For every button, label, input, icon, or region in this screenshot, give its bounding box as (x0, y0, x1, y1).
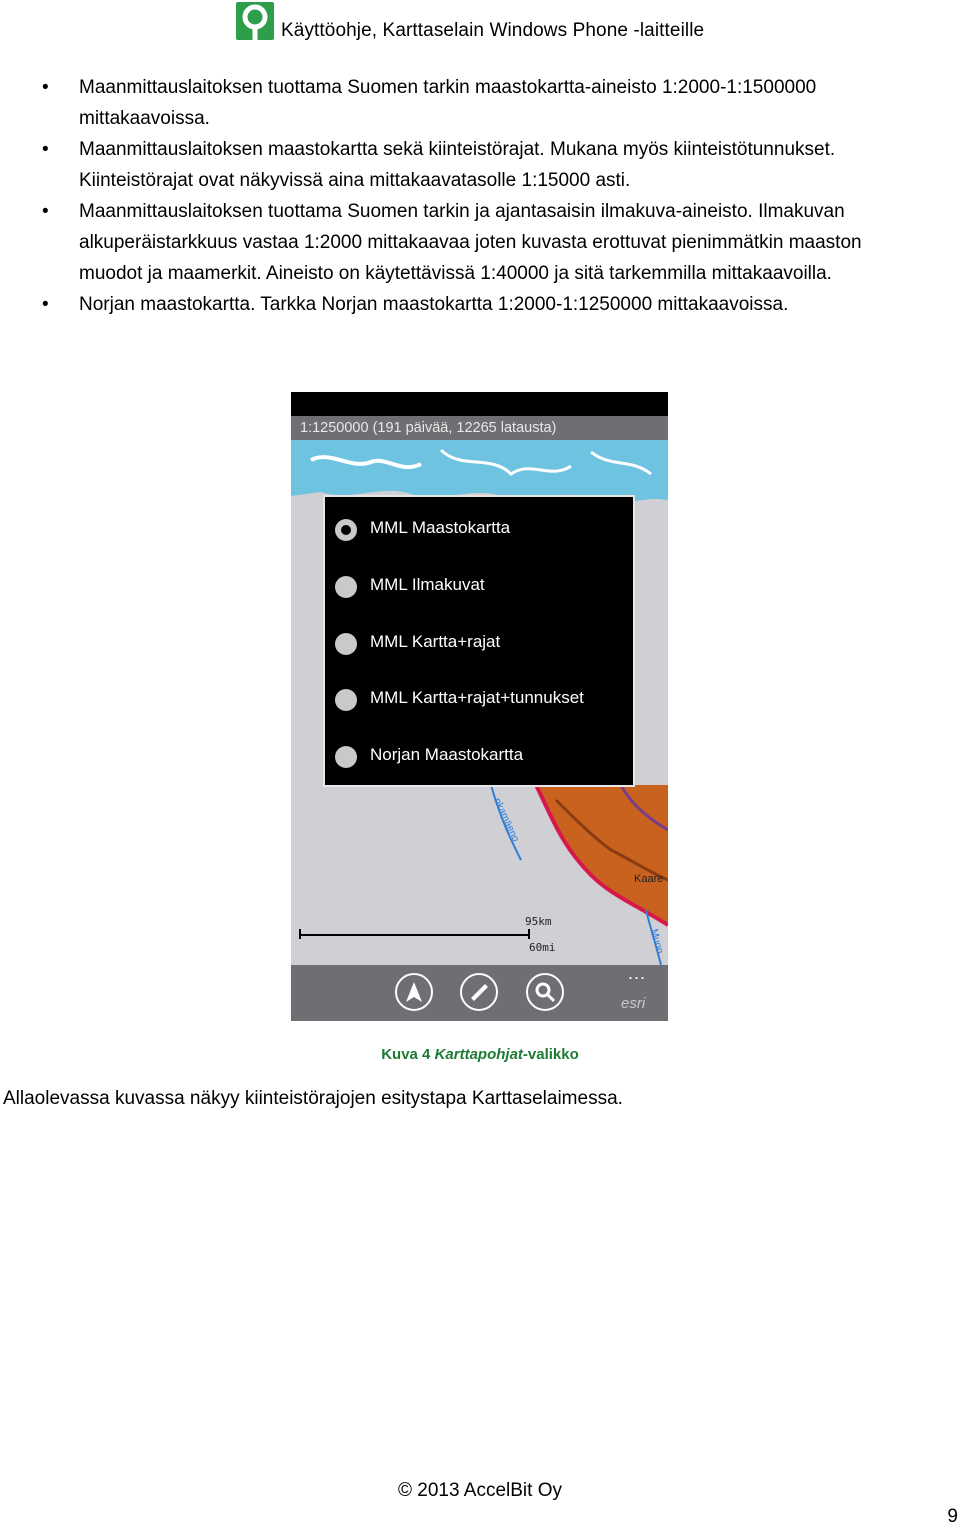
basemap-option[interactable] (333, 568, 623, 608)
caption-italic: Karttapohjat (434, 1046, 523, 1063)
bullet-icon: • (42, 201, 49, 222)
caption-prefix: Kuva 4 (381, 1046, 435, 1063)
list-item (0, 72, 960, 134)
radio-icon[interactable] (335, 576, 357, 598)
radio-selected-icon[interactable] (335, 519, 357, 541)
esri-logo: esri (621, 995, 646, 1012)
list-item-text: Maanmittauslaitoksen maastokartta sekä kiinteistörajat. Mukana myös kiinteistötunnukset. Kiinteistörajat ovat näkyvissä aina mittakaavatasolle 1:15000 asti. (79, 139, 836, 191)
basemap-option-label: MML Kartta+rajat (370, 632, 501, 651)
map-label-river: nkamäeno (491, 796, 521, 844)
app-logo-icon (236, 2, 274, 40)
feature-list (0, 72, 960, 320)
map-label-muon: Muon (648, 927, 666, 955)
navigate-button[interactable] (395, 973, 433, 1011)
list-item (0, 134, 960, 196)
map-label-kaare: Kaare (634, 873, 664, 885)
list-item (0, 289, 960, 320)
header-title: Käyttöohje, Karttaselain Windows Phone -laitteille (281, 20, 705, 41)
bullet-icon: • (42, 77, 49, 98)
page-header (0, 0, 960, 50)
radio-icon[interactable] (335, 633, 357, 655)
bullet-icon: • (42, 139, 49, 160)
scale-km-label: 95km (525, 915, 552, 928)
body-paragraph: Allaolevassa kuvassa näkyy kiinteistörajojen esitystapa Karttaselaimessa. (3, 1088, 623, 1109)
basemap-option-label: MML Kartta+rajat+tunnukset (370, 688, 584, 707)
radio-icon[interactable] (335, 746, 357, 768)
search-icon (528, 975, 562, 1009)
search-button[interactable] (526, 973, 564, 1011)
caption-suffix: -valikko (522, 1046, 579, 1063)
list-item (0, 196, 960, 289)
measure-button[interactable] (460, 973, 498, 1011)
scale-bar (299, 934, 530, 936)
app-bar (291, 965, 668, 1021)
basemap-option-label: MML Ilmakuvat (370, 575, 485, 594)
navigation-arrow-icon (397, 975, 431, 1009)
map-status-bar: 1:1250000 (191 päivää, 12265 latausta) (291, 416, 668, 440)
figure-caption (0, 1046, 960, 1063)
basemap-option[interactable] (333, 681, 623, 721)
basemap-option[interactable] (333, 625, 623, 665)
page-number: 9 (947, 1506, 958, 1527)
basemap-option[interactable] (333, 511, 623, 551)
page-footer: © 2013 AccelBit Oy (398, 1480, 562, 1501)
list-item-text: Maanmittauslaitoksen tuottama Suomen tarkin ja ajantasaisin ilmakuva-aineisto. Ilmakuvan alkuperäistarkkuus vastaa 1:2000 mittakaavaa joten kuvasta erottuvat pienimmätkin maaston muodot ja maamerkit. Aineisto on käytettävissä 1:40000 ja sitä tarkemmilla mittakaavoilla. (79, 201, 862, 284)
bullet-icon: • (42, 294, 49, 315)
radio-icon[interactable] (335, 689, 357, 711)
scale-mi-label: 60mi (529, 941, 556, 954)
basemap-option-label: Norjan Maastokartta (370, 745, 524, 764)
phone-screenshot (291, 392, 668, 1021)
ruler-icon (462, 975, 496, 1009)
list-item-text: Norjan maastokartta. Tarkka Norjan maastokartta 1:2000-1:1250000 mittakaavoissa. (79, 294, 789, 315)
list-item-text: Maanmittauslaitoksen tuottama Suomen tarkin maastokartta-aineisto 1:2000-1:1500000 mittakaavoissa. (79, 77, 817, 129)
basemap-menu (323, 495, 635, 787)
more-menu-icon[interactable]: ... (628, 963, 647, 983)
basemap-option[interactable] (333, 738, 623, 778)
basemap-option-label: MML Maastokartta (370, 518, 511, 537)
